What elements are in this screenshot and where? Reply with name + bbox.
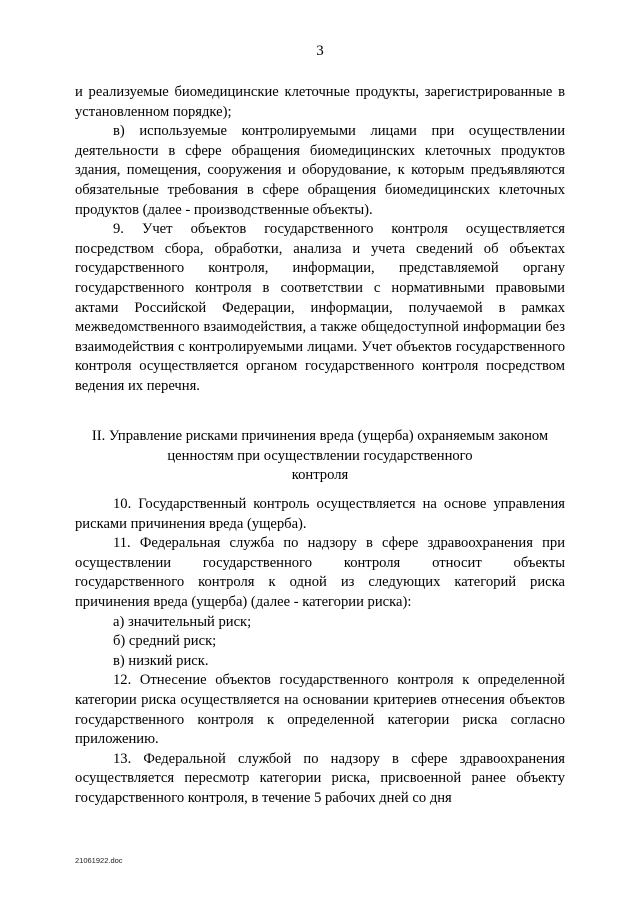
paragraph-item-v: в) используемые контролируемыми лицами при осуществлении деятельности в сфере обращения биомедицинских клеточных продуктов здания, помещения, сооружения и оборудование, к которым предъявляются обязательные требования в сфере обращения биомедицинских клеточных продуктов (далее - производственные объекты). xyxy=(75,123,565,218)
body-text-bottom xyxy=(75,495,565,809)
list-item-risk-medium: б) средний риск; xyxy=(113,633,217,650)
footer-filename: 21061922.doc xyxy=(75,856,123,865)
section-heading-line: ценностям при осуществлении государственного xyxy=(167,447,473,464)
section-heading-line: контроля xyxy=(291,467,349,484)
paragraph-9: 9. Учет объектов государственного контроля осуществляется посредством сбора, обработки, анализа и учета сведений об объектах государственного контроля, информации, представляемой органу государственного контроля в соответствии с нормативными правовыми актами Российской Федерации, информации, получаемой в рамках межведомственного взаимодействия, а также общедоступной информации без взаимодействия с контролируемыми лицами. Учет объектов государственного контроля осуществляется органом государственного контроля посредством ведения их перечня. xyxy=(75,221,565,394)
paragraph-12: 12. Отнесение объектов государственного контроля к определенной категории риска осуществляется на основании критериев отнесения объектов государственного контроля к определенной категории риска согласно приложению. xyxy=(75,672,565,748)
paragraph-11: 11. Федеральная служба по надзору в сфере здравоохранения при осуществлении государственного контроля относит объекты государственного контроля к одной из следующих категорий риска причинения вреда (ущерба) (далее - категории риска): xyxy=(75,535,565,610)
list-item-risk-low: в) низкий риск. xyxy=(113,652,209,669)
page-number: 3 xyxy=(316,43,324,59)
section-heading xyxy=(75,427,565,486)
section-heading-line: II. Управление рисками причинения вреда (ущерба) охраняемым законом xyxy=(91,428,549,444)
paragraph-continuation: и реализуемые биомедицинские клеточные продукты, зарегистрированные в установленном порядке); xyxy=(75,84,565,120)
paragraph-13: 13. Федеральной службой по надзору в сфере здравоохранения осуществляется пересмотр категории риска, присвоенной ранее объекту государственного контроля, в течение 5 рабочих дней со дня xyxy=(75,750,565,806)
body-text-top xyxy=(75,83,565,397)
paragraph-10: 10. Государственный контроль осуществляется на основе управления рисками причинения вреда (ущерба). xyxy=(75,496,565,532)
list-item-risk-significant: а) значительный риск; xyxy=(113,613,252,630)
